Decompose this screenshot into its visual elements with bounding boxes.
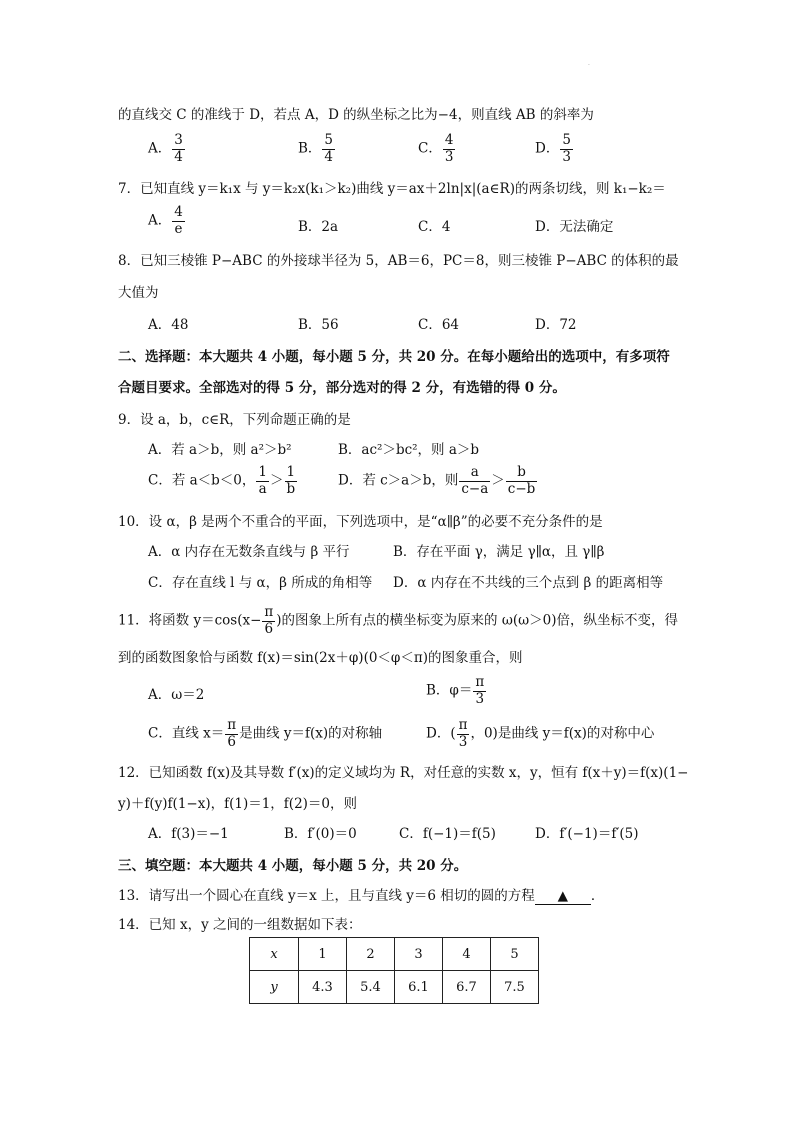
numerator: 3 (174, 132, 183, 148)
q10-option-d: D．α 内存在不共线的三个点到 β 的距离相等 (393, 575, 664, 591)
relation: ＞ (270, 472, 284, 489)
relation: ＞ (491, 472, 505, 489)
fraction (506, 465, 538, 497)
option-label: A． (148, 212, 172, 229)
q6-stem-tail: 的直线交 C 的准线于 D，若点 A，D 的纵坐标之比为−4，则直线 AB 的斜率为 (118, 107, 594, 123)
numerator: 4 (444, 132, 454, 148)
stem-text: 13．请写出一个圆心在直线 y＝x 上，且与直线 y＝6 相切的圆的方程 (118, 888, 535, 904)
numerator: 4 (174, 204, 183, 220)
table-row (250, 938, 539, 971)
q11-option-d (426, 718, 654, 750)
table-cell: 4 (443, 938, 491, 971)
corner-mark: · (588, 62, 590, 69)
denominator: e (172, 221, 185, 238)
fraction (457, 718, 470, 750)
q9-option-d (338, 465, 538, 497)
denominator: c−b (507, 480, 536, 497)
q6-option-c (418, 133, 456, 165)
denominator: 3 (473, 691, 486, 708)
q7-option-c: C．4 (418, 219, 451, 235)
stem-text: ． (590, 888, 605, 904)
q7-option-a (148, 205, 186, 237)
q6-option-b (298, 133, 336, 165)
numerator: 5 (562, 132, 571, 148)
q8-option-a: A．48 (148, 317, 189, 333)
q11-option-c (148, 718, 382, 750)
table-cell: 6.7 (443, 971, 491, 1004)
q12-stem-line1: 12．已知函数 f(x)及其导数 f′(x)的定义域均为 R，对任意的实数 x，y，恒有 f(x＋y)＝f(x)(1− (118, 765, 689, 781)
denominator: a (256, 481, 269, 498)
fraction (443, 133, 456, 165)
q10-option-c: C．存在直线 l 与 α，β 所成的角相等 (148, 575, 373, 591)
table-row (250, 971, 539, 1004)
option-label: C． (418, 140, 442, 157)
fraction (560, 133, 573, 165)
q11-option-a: A．ω＝2 (148, 687, 205, 703)
option-text: B．φ＝ (426, 682, 473, 699)
q12-option-c: C．f(−1)＝f(5) (399, 826, 496, 842)
numerator: 1 (258, 464, 267, 480)
table-cell: 4.3 (299, 971, 347, 1004)
fraction (285, 465, 298, 497)
fraction (172, 133, 185, 165)
q11-stem-line2: 到的函数图象恰与函数 f(x)＝sin(2x＋φ)(0＜φ＜π)的图象重合，则 (118, 650, 523, 666)
q6-option-d (535, 133, 574, 165)
fraction (256, 465, 269, 497)
q10-option-b: B．存在平面 γ，满足 γ∥α，且 γ∥β (393, 544, 605, 560)
numerator: π (475, 674, 485, 690)
denominator: 6 (262, 621, 275, 638)
q12-option-d: D．f′(−1)＝f′(5) (535, 826, 639, 842)
q9-option-c (148, 465, 298, 497)
option-text: D．( (426, 725, 456, 742)
numerator: π (458, 717, 468, 733)
denominator: 6 (225, 734, 238, 751)
denominator: b (286, 480, 296, 497)
table-cell: 1 (299, 938, 347, 971)
fraction (225, 718, 238, 750)
option-text: ，0)是曲线 y＝f(x)的对称中心 (470, 725, 655, 742)
numerator: 5 (324, 132, 334, 148)
q12-option-a: A．f(3)＝−1 (148, 826, 229, 842)
table-cell: y (250, 971, 299, 1004)
q13-stem (118, 884, 604, 905)
answer-blank: ▲ (535, 888, 591, 905)
q8-option-c: C．64 (418, 317, 460, 333)
numerator: a (470, 464, 479, 480)
section2-header-line2: 合题目要求。全部选对的得 5 分，部分选对的得 2 分，有选错的得 0 分。 (118, 380, 566, 396)
numerator: 1 (286, 464, 296, 480)
table-cell: 6.1 (395, 971, 443, 1004)
denominator: 3 (457, 734, 470, 751)
q8-stem-line2: 大值为 (118, 285, 159, 301)
q9-option-a: A．若 a＞b，则 a²＞b² (148, 442, 292, 458)
table-cell: 2 (347, 938, 395, 971)
fraction (322, 133, 335, 165)
table-cell: 5 (491, 938, 539, 971)
denominator: 3 (562, 148, 571, 165)
table-cell: x (250, 938, 299, 971)
q6-option-a (148, 133, 186, 165)
fraction (262, 605, 275, 637)
table-cell: 3 (395, 938, 443, 971)
q14-stem: 14．已知 x，y 之间的一组数据如下表： (118, 917, 362, 933)
option-text: D．若 c＞a＞b，则 (338, 472, 459, 489)
fraction (172, 205, 185, 237)
numerator: π (227, 717, 237, 733)
stem-text: 11．将函数 y＝cos(x− (118, 612, 262, 629)
q8-option-d: D．72 (535, 317, 577, 333)
q7-option-d: D．无法确定 (535, 219, 614, 235)
q12-stem-line2: y)＋f(y)f(1−x)，f(1)＝1，f(2)＝0，则 (118, 796, 358, 812)
option-text: 是曲线 y＝f(x)的对称轴 (239, 725, 383, 742)
q7-option-b: B．2a (298, 219, 339, 235)
q9-stem: 9．设 a，b，c∈R，下列命题正确的是 (118, 412, 351, 428)
numerator: b (517, 464, 526, 480)
q9-option-b: B．ac²＞bc²，则 a＞b (338, 442, 480, 458)
q11-option-b (426, 675, 487, 707)
fraction (473, 675, 486, 707)
table-cell: 7.5 (491, 971, 539, 1004)
q8-option-b: B．56 (298, 317, 339, 333)
data-table (249, 937, 539, 1004)
q10-stem: 10．设 α，β 是两个不重合的平面，下列选项中，是“α∥β”的必要不充分条件的是 (118, 514, 603, 530)
denominator: 4 (174, 148, 183, 165)
option-text: C．若 a＜b＜0， (148, 472, 256, 489)
fraction (459, 465, 490, 497)
section2-header-line1: 二、选择题：本大题共 4 小题，每小题 5 分，共 20 分。在每小题给出的选项中，有多项符 (118, 349, 670, 365)
q8-stem-line1: 8．已知三棱锥 P−ABC 的外接球半径为 5，AB＝6，PC＝8，则三棱锥 P−ABC 的体积的最 (118, 253, 679, 269)
q11-stem-line1 (118, 605, 678, 637)
option-text: C．直线 x＝ (148, 725, 225, 742)
option-label: A． (148, 140, 172, 157)
q7-stem: 7．已知直线 y＝k₁x 与 y＝k₂x(k₁＞k₂)曲线 y＝ax＋2ln|x|(a∈R)的两条切线，则 k₁−k₂＝ (118, 181, 666, 197)
table-cell: 5.4 (347, 971, 395, 1004)
denominator: 4 (324, 148, 334, 165)
q10-option-a: A．α 内存在无数条直线与 β 平行 (148, 544, 350, 560)
option-label: D． (535, 140, 560, 157)
q12-option-b: B．f′(0)＝0 (284, 826, 357, 842)
numerator: π (264, 604, 274, 620)
option-label: B． (298, 140, 322, 157)
denominator: 3 (444, 148, 454, 165)
section3-header: 三、填空题：本大题共 4 小题，每小题 5 分，共 20 分。 (118, 858, 468, 874)
denominator: c−a (461, 480, 489, 497)
stem-text: )的图象上所有点的横坐标变为原来的 ω(ω＞0)倍，纵坐标不变，得 (276, 612, 678, 629)
